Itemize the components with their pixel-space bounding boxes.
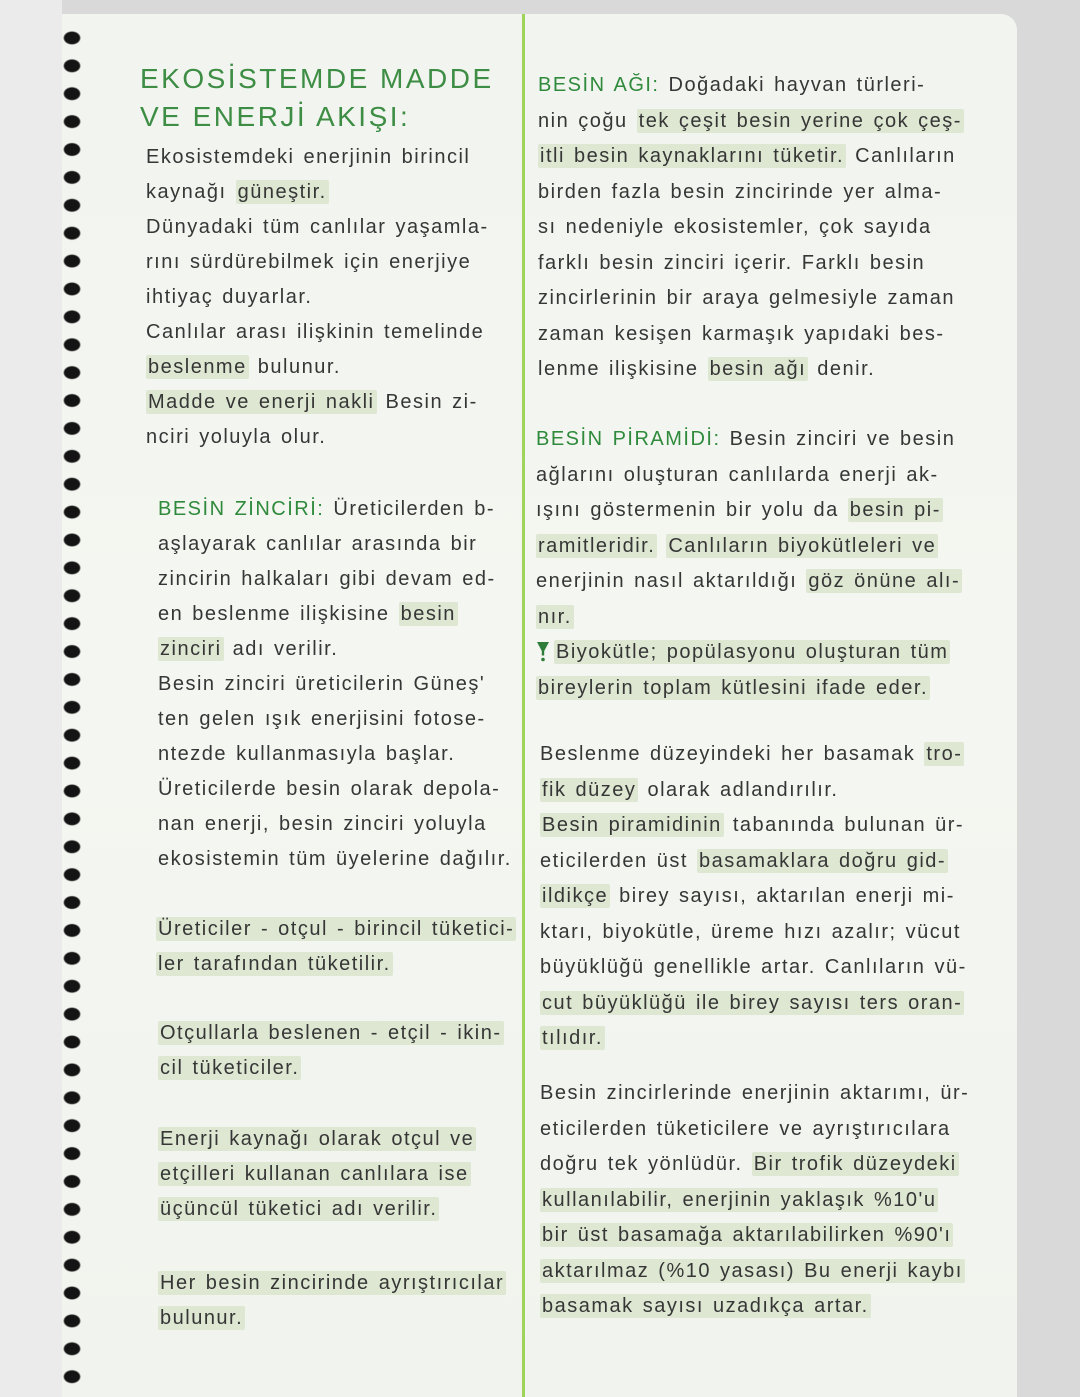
text-segment: Beslenme düzeyindeki her basamak <box>540 743 925 765</box>
text-segment: ihtiyaç duyarlar. <box>146 286 313 308</box>
right-paragraph <box>536 422 962 706</box>
text-line <box>146 245 489 280</box>
page-title-line: VE ENERJİ AKIŞI: <box>140 101 411 132</box>
text-line <box>156 947 516 982</box>
exclamation-icon <box>536 639 550 661</box>
highlighted-text: cil tüketiciler. <box>160 1057 300 1079</box>
highlighted-text: Canlıların biyokütleleri ve <box>668 534 937 557</box>
left-paragraph <box>158 1266 506 1336</box>
highlighted-text: cut büyüklüğü ile birey sayısı ters oran- <box>542 991 963 1014</box>
text-line <box>536 458 962 494</box>
text-line <box>540 915 967 951</box>
left-paragraph <box>158 492 512 877</box>
highlighted-text: göz önüne alı- <box>808 570 961 592</box>
text-segment: Canlılar arası ilişkinin temelinde <box>146 321 485 343</box>
text-segment: zaman kesişen karmaşık yapıdaki bes- <box>538 322 945 345</box>
highlighted-text: Biyokütle; popülasyonu oluşturan tüm <box>556 641 949 663</box>
text-line <box>536 422 962 458</box>
text-line <box>538 210 964 246</box>
text-segment: olarak adlandırılır. <box>638 778 839 801</box>
left-paragraph <box>158 1122 476 1227</box>
text-line <box>540 1021 967 1057</box>
highlighted-text: beslenme <box>148 356 247 378</box>
highlighted-text: bir üst basamağa aktarılabilirken %90'ı <box>542 1224 952 1246</box>
text-line <box>540 1076 969 1112</box>
left-paragraph <box>158 1016 504 1086</box>
text-segment: Besin zi- <box>376 391 478 413</box>
text-line <box>146 175 489 210</box>
text-line <box>158 737 512 772</box>
highlighted-text: basamaklara doğru gid- <box>698 849 947 872</box>
highlighted-text: aktarılmaz (%10 yasası) Bu enerji kaybı <box>542 1259 963 1282</box>
text-line <box>146 420 489 455</box>
text-line <box>536 600 962 636</box>
text-segment: Ekosistemdeki enerjinin birincil <box>146 146 471 168</box>
section-heading: BESİN ZİNCİRİ: <box>158 498 325 520</box>
right-paragraph <box>538 68 964 388</box>
text-segment: eticilerden tüketicilere ve ayrıştırıcılara <box>540 1117 951 1140</box>
text-line <box>538 352 964 388</box>
text-segment: ekosistemin tüm üyelerine dağılır. <box>158 848 512 870</box>
text-line <box>158 1266 506 1301</box>
text-line <box>146 280 489 315</box>
text-line <box>158 702 512 737</box>
text-segment: birey sayısı, aktarılan enerji mi- <box>610 885 955 907</box>
text-segment: birden fazla besin zincirinde yer alma- <box>538 180 943 203</box>
background-strip <box>0 0 62 1397</box>
text-segment: tabanında bulunan ür- <box>723 814 965 836</box>
spiral-binding <box>56 24 88 1392</box>
text-line <box>158 1192 476 1227</box>
text-segment: eticilerden üst <box>540 849 697 872</box>
text-line <box>158 527 512 562</box>
text-line <box>158 1122 476 1157</box>
page-title-line: EKOSİSTEMDE MADDE <box>140 63 494 94</box>
text-segment: doğru tek yönlüdür. <box>540 1153 752 1175</box>
text-line <box>536 493 962 529</box>
text-segment: Besin zincirlerinde enerjinin aktarımı, ür- <box>540 1082 970 1104</box>
right-paragraph <box>540 737 967 1057</box>
text-segment: adı verilir. <box>223 638 339 660</box>
text-line <box>538 246 964 282</box>
highlighted-text: besin ağı <box>709 358 807 380</box>
text-segment: Besin zinciri ve besin <box>720 428 956 450</box>
text-line <box>540 773 967 809</box>
highlighted-text: Her besin zincirinde ayrıştırıcılar <box>160 1272 505 1294</box>
text-line <box>536 529 962 565</box>
text-line <box>146 140 489 175</box>
text-line <box>158 1301 506 1336</box>
text-line <box>540 1112 969 1148</box>
highlighted-text: Bir trofik düzeydeki <box>753 1153 957 1175</box>
text-line <box>146 350 489 385</box>
text-line <box>146 315 489 350</box>
text-segment: ışını göstermenin bir yolu da <box>536 499 848 521</box>
highlighted-text: üçüncül tüketici adı verilir. <box>160 1198 438 1220</box>
highlighted-text: ler tarafından tüketilir. <box>158 953 391 975</box>
highlighted-text: etçilleri kullanan canlılara ise <box>160 1163 469 1185</box>
text-segment: Dünyadaki tüm canlılar yaşamla- <box>146 216 489 238</box>
text-line <box>538 281 964 317</box>
text-segment: kaynağı <box>146 181 236 203</box>
text-segment: büyüklüğü genellikle artar. Canlıların vü- <box>540 956 967 978</box>
text-segment: bulunur. <box>248 356 341 378</box>
text-segment: ntezde kullanmasıyla başlar. <box>158 743 456 765</box>
left-paragraph <box>146 140 489 455</box>
text-line <box>540 1147 969 1183</box>
text-segment: ktarı, biyokütle, üreme hızı azalır; vücut <box>540 920 961 943</box>
highlighted-text: tek çeşit besin yerine çok çeş- <box>638 109 962 132</box>
page-title <box>140 60 494 136</box>
text-segment: nan enerji, besin zinciri yoluyla <box>158 813 487 835</box>
text-line <box>538 317 964 353</box>
text-line <box>158 492 512 527</box>
text-segment: Canlıların <box>846 145 956 167</box>
text-segment: Üreticilerden b- <box>324 498 496 520</box>
highlighted-text: Besin piramidinin <box>542 814 722 836</box>
text-segment: nin çoğu <box>538 109 637 132</box>
highlighted-text: nır. <box>538 605 572 628</box>
text-line <box>540 950 967 986</box>
text-line <box>540 1183 969 1219</box>
highlighted-text: itli besin kaynaklarını tüketir. <box>540 145 845 167</box>
text-line <box>540 844 967 880</box>
section-heading: BESİN AĞI: <box>538 74 660 96</box>
text-line <box>158 1051 504 1086</box>
text-line <box>540 986 967 1022</box>
text-line <box>540 1254 969 1290</box>
highlighted-text: kullanılabilir, enerjinin yaklaşık %10'u <box>542 1188 937 1211</box>
left-paragraph <box>156 912 516 982</box>
highlighted-text: ramitleridir. <box>538 534 656 557</box>
text-segment: rını sürdürebilmek için enerjiye <box>146 251 472 273</box>
highlighted-text: besin pi- <box>849 499 941 521</box>
text-segment <box>657 535 666 557</box>
text-line <box>536 564 962 600</box>
text-line <box>540 1289 969 1325</box>
text-segment: aşlayarak canlılar arasında bir <box>158 533 478 555</box>
text-line <box>158 772 512 807</box>
text-line <box>158 632 512 667</box>
text-line <box>158 1016 504 1051</box>
highlighted-text: tro- <box>926 743 963 765</box>
text-line <box>156 912 516 947</box>
highlighted-text: basamak sayısı uzadıkça artar. <box>542 1295 869 1317</box>
text-line <box>536 635 962 671</box>
text-line <box>536 671 962 707</box>
highlighted-text: ildikçe <box>542 885 609 907</box>
highlighted-text: güneştir. <box>237 181 327 203</box>
highlighted-text: Madde ve enerji nakli <box>148 391 375 413</box>
highlighted-text: tılıdır. <box>542 1027 603 1049</box>
text-segment: en beslenme ilişkisine <box>158 603 399 625</box>
highlighted-text: bulunur. <box>160 1307 244 1329</box>
text-line <box>158 1157 476 1192</box>
text-line <box>146 210 489 245</box>
text-segment: lenme ilişkisine <box>538 358 708 380</box>
text-line <box>538 139 964 175</box>
text-segment: zincirlerinin bir araya gelmesiyle zaman <box>538 287 956 309</box>
section-heading: BESİN PİRAMİDİ: <box>536 428 721 450</box>
text-line <box>158 667 512 702</box>
text-segment: zincirin halkaları gibi devam ed- <box>158 568 496 590</box>
text-line <box>158 842 512 877</box>
text-segment: denir. <box>808 358 876 380</box>
highlighted-text: Enerji kaynağı olarak otçul ve <box>160 1128 475 1150</box>
text-line <box>540 808 967 844</box>
column-divider <box>522 14 525 1397</box>
highlighted-text: bireylerin toplam kütlesini ifade eder. <box>538 676 929 699</box>
text-segment: Doğadaki hayvan türleri- <box>659 74 926 96</box>
text-line <box>538 68 964 104</box>
highlighted-text: besin <box>400 603 456 625</box>
text-line <box>538 175 964 211</box>
highlighted-text: zinciri <box>160 638 222 660</box>
text-line <box>158 807 512 842</box>
text-line <box>540 737 967 773</box>
highlighted-text: Otçullarla beslenen - etçil - ikin- <box>160 1022 502 1044</box>
highlighted-text: fik düzey <box>542 778 637 801</box>
text-line <box>540 879 967 915</box>
text-line <box>158 562 512 597</box>
text-segment: sı nedeniyle ekosistemler, çok sayıda <box>538 216 932 238</box>
text-segment: ağlarını oluşturan canlılarda enerji ak- <box>536 463 939 486</box>
text-segment: nciri yoluyla olur. <box>146 426 327 448</box>
highlighted-text: Üreticiler - otçul - birincil tüketici- <box>158 918 515 940</box>
text-segment: Besin zinciri üreticilerin Güneş' <box>158 673 486 695</box>
text-line <box>146 385 489 420</box>
text-segment: Üreticilerde besin olarak depola- <box>158 778 501 800</box>
text-line <box>158 597 512 632</box>
text-segment: enerjinin nasıl aktarıldığı <box>536 570 807 592</box>
text-line <box>538 104 964 140</box>
text-segment: farklı besin zinciri içerir. Farklı besin <box>538 251 926 274</box>
text-segment: ten gelen ışık enerjisini fotose- <box>158 708 486 730</box>
text-line <box>540 1218 969 1254</box>
right-paragraph <box>540 1076 969 1325</box>
